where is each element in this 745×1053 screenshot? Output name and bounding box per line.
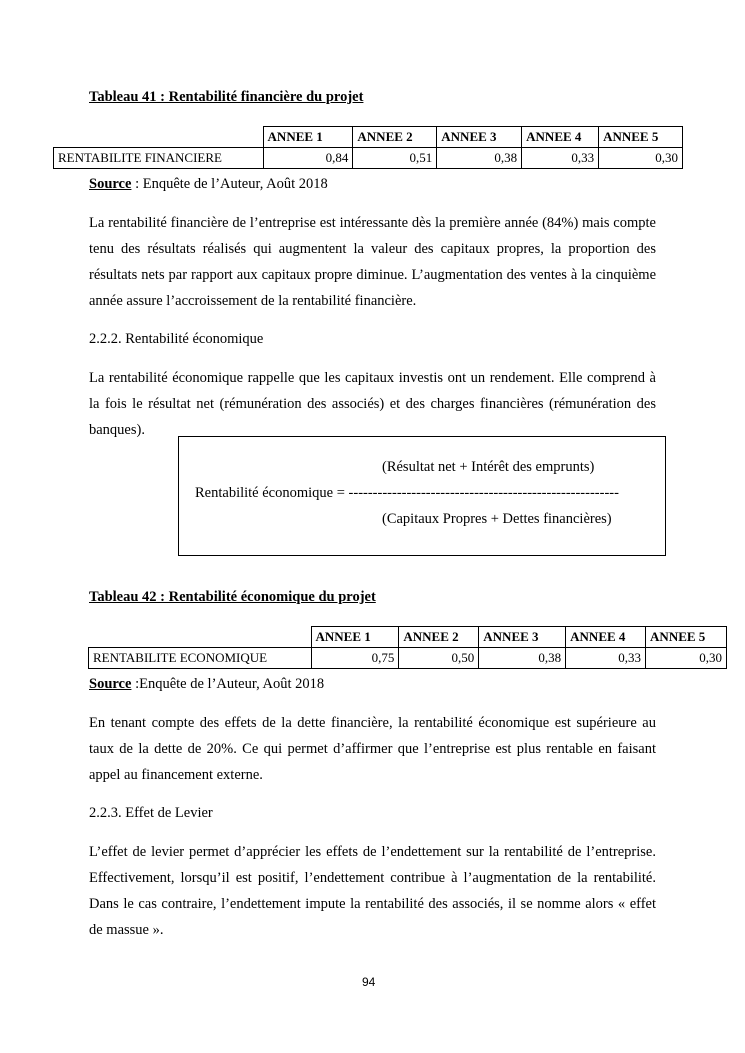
table41-source (89, 176, 328, 193)
table-row (54, 148, 683, 169)
table42-source-label: Source (89, 676, 132, 692)
table41-value-annee1: 0,84 (263, 148, 353, 169)
table42-value-annee2: 0,50 (399, 648, 479, 669)
section-heading-223: 2.2.3. Effet de Levier (89, 805, 213, 821)
paragraph-rentabilite-financiere: La rentabilité financière de l’entreprise est intéressante dès la première année (84%) mais compte tenu des résultats réalisés qui augmentent la valeur des capitaux propres, la proportion des résultats nets par rapport aux capitaux propre diminue. L’augmentation des ventes à la cinquième année assure l’accroissement de la rentabilité financière. (89, 215, 656, 309)
table42-header-row (89, 627, 727, 648)
table42-header-annee1: ANNEE 1 (311, 627, 399, 648)
table42-value-annee5: 0,30 (646, 648, 727, 669)
table41-value-annee2: 0,51 (353, 148, 437, 169)
table41-source-text: : Enquête de l’Auteur, Août 2018 (131, 176, 328, 192)
table42-header-annee5: ANNEE 5 (646, 627, 727, 648)
table42-value-annee4: 0,33 (566, 648, 646, 669)
page-number: 94 (362, 975, 376, 989)
formula-numerator: (Résultat net + Intérêt des emprunts) (382, 459, 595, 475)
table41-source-label: Source (89, 176, 132, 192)
table41-value-annee3: 0,38 (437, 148, 522, 169)
table41-value-annee5: 0,30 (599, 148, 683, 169)
table42-caption: Tableau 42 : Rentabilité économique du projet (89, 589, 376, 605)
table41-header-annee4: ANNEE 4 (522, 127, 599, 148)
table41-header-row (54, 127, 683, 148)
table42-header-annee2: ANNEE 2 (399, 627, 479, 648)
table42-header-annee3: ANNEE 3 (479, 627, 566, 648)
table41-caption: Tableau 41 : Rentabilité financière du projet (89, 89, 364, 105)
table42-source (89, 676, 324, 693)
formula-denominator: (Capitaux Propres + Dettes financières) (382, 511, 612, 527)
table41-value-annee4: 0,33 (522, 148, 599, 169)
table42-value-annee3: 0,38 (479, 648, 566, 669)
table42-source-text: :Enquête de l’Auteur, Août 2018 (131, 676, 325, 692)
paragraph-effet-de-levier: L’effet de levier permet d’apprécier les effets de l’endettement sur la rentabilité de l’entreprise. Effectivement, lorsqu’il est positif, l’endettement contribue à l’augmentation de la rentabilité. Dans le cas contraire, l’endettement impute la rentabilité des associés, il se nomme alors « effet de massue ». (89, 844, 656, 938)
paragraph-rentabilite-economique: La rentabilité économique rappelle que les capitaux investis ont un rendement. Elle comprend à la fois le résultat net (rémunération des associés) et des charges financières (rémunération des banques). (89, 370, 656, 438)
section-heading-222: 2.2.2. Rentabilité économique (89, 331, 264, 347)
formula-lhs: Rentabilité économique = -------------------------------------------------------- (195, 485, 619, 501)
table42-header-annee4: ANNEE 4 (566, 627, 646, 648)
table42-value-annee1: 0,75 (311, 648, 399, 669)
table42-row-label: RENTABILITE ECONOMIQUE (89, 648, 312, 669)
paragraph-dette-financiere: En tenant compte des effets de la dette financière, la rentabilité économique est supérieure au taux de la dette de 20%. Ce qui permet d’affirmer que l’entreprise est plus rentable en faisant appel au financement externe. (89, 715, 656, 783)
table41-header-annee2: ANNEE 2 (353, 127, 437, 148)
table41-header-annee5: ANNEE 5 (599, 127, 683, 148)
table41-header-annee3: ANNEE 3 (437, 127, 522, 148)
table41-header-annee1: ANNEE 1 (263, 127, 353, 148)
table-row (89, 648, 727, 669)
formula-box (178, 436, 666, 556)
table42 (88, 626, 727, 669)
table41-row-label: RENTABILITE FINANCIERE (54, 148, 264, 169)
table41 (53, 126, 683, 169)
